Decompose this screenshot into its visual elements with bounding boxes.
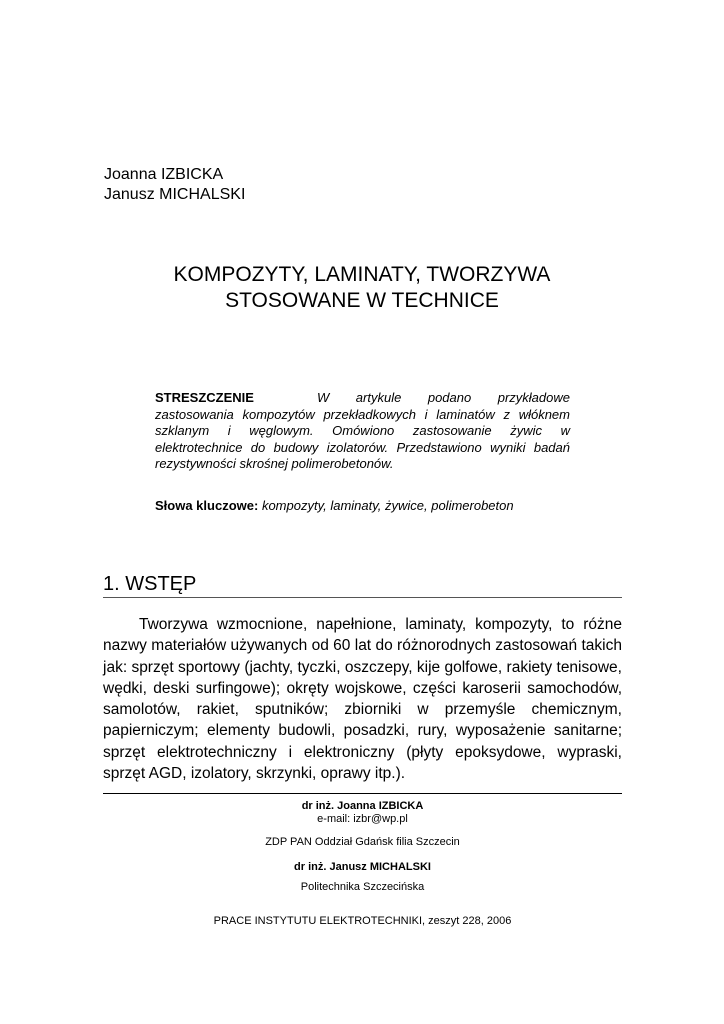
footnote-divider [103, 793, 622, 794]
footnote-author1-affiliation: ZDP PAN Oddział Gdańsk filia Szczecin [265, 836, 460, 848]
abstract-label: STRESZCZENIE [155, 390, 254, 405]
footnote-author2-name: dr inż. Janusz MICHALSKI [294, 861, 431, 873]
footnote-author1-name: dr inż. Joanna IZBICKA [301, 800, 424, 812]
section-divider [103, 597, 622, 598]
footnote-author1-email: e-mail: izbr@wp.pl [317, 813, 408, 825]
title-line: KOMPOZYTY, LAMINATY, TWORZYWA [173, 263, 551, 286]
author-list [104, 165, 245, 205]
footnote-author2-affiliation: Politechnika Szczecińska [300, 881, 425, 893]
author-name: Janusz MICHALSKI [104, 186, 246, 203]
body-paragraph: Tworzywa wzmocnione, napełnione, laminaty, kompozyty, to różne nazwy materiałów używanych od 60 lat do różnorodnych zastosowań takich jak: sprzęt sportowy (jachty, tyczki, oszczepy, kije golfowe, rakiety tenisowe, wędki, deski surfingowe); okręty wojskowe, części karoserii samochodów, samolotów, rakiet, sputników; zbiorniki w przemyśle chemicznym, papierniczym; elementy budowli, posadzki, rury, wyposażenie sanitarne; sprzęt elektrotechniczny i elektroniczny (płyty epoksydowe, wypraski, sprzęt AGD, izolatory, skrzynki, oprawy itp.). [103, 616, 622, 783]
keywords [155, 498, 514, 514]
abstract-text: W artykule podano przykładowe zastosowania kompozytów przekładkowych i laminatów z włóknem szklanym i węglowym. Omówiono zastosowanie żywic w elektrotechnice do budowy izolatorów. Przedstawiono wyniki badań rezystywności skrośnej polimerobetonów. [155, 390, 570, 471]
title-line: STOSOWANE W TECHNICE [225, 289, 499, 312]
section-heading: 1. WSTĘP [103, 573, 197, 595]
keywords-text: kompozyty, laminaty, żywice, polimerobeton [261, 498, 514, 513]
abstract [155, 390, 570, 473]
journal-citation: PRACE INSTYTUTU ELEKTROTECHNIKI, zeszyt 228, 2006 [213, 915, 512, 927]
paper-title [0, 262, 724, 314]
author-name: Joanna IZBICKA [104, 166, 224, 183]
keywords-label: Słowa kluczowe: [155, 498, 259, 513]
